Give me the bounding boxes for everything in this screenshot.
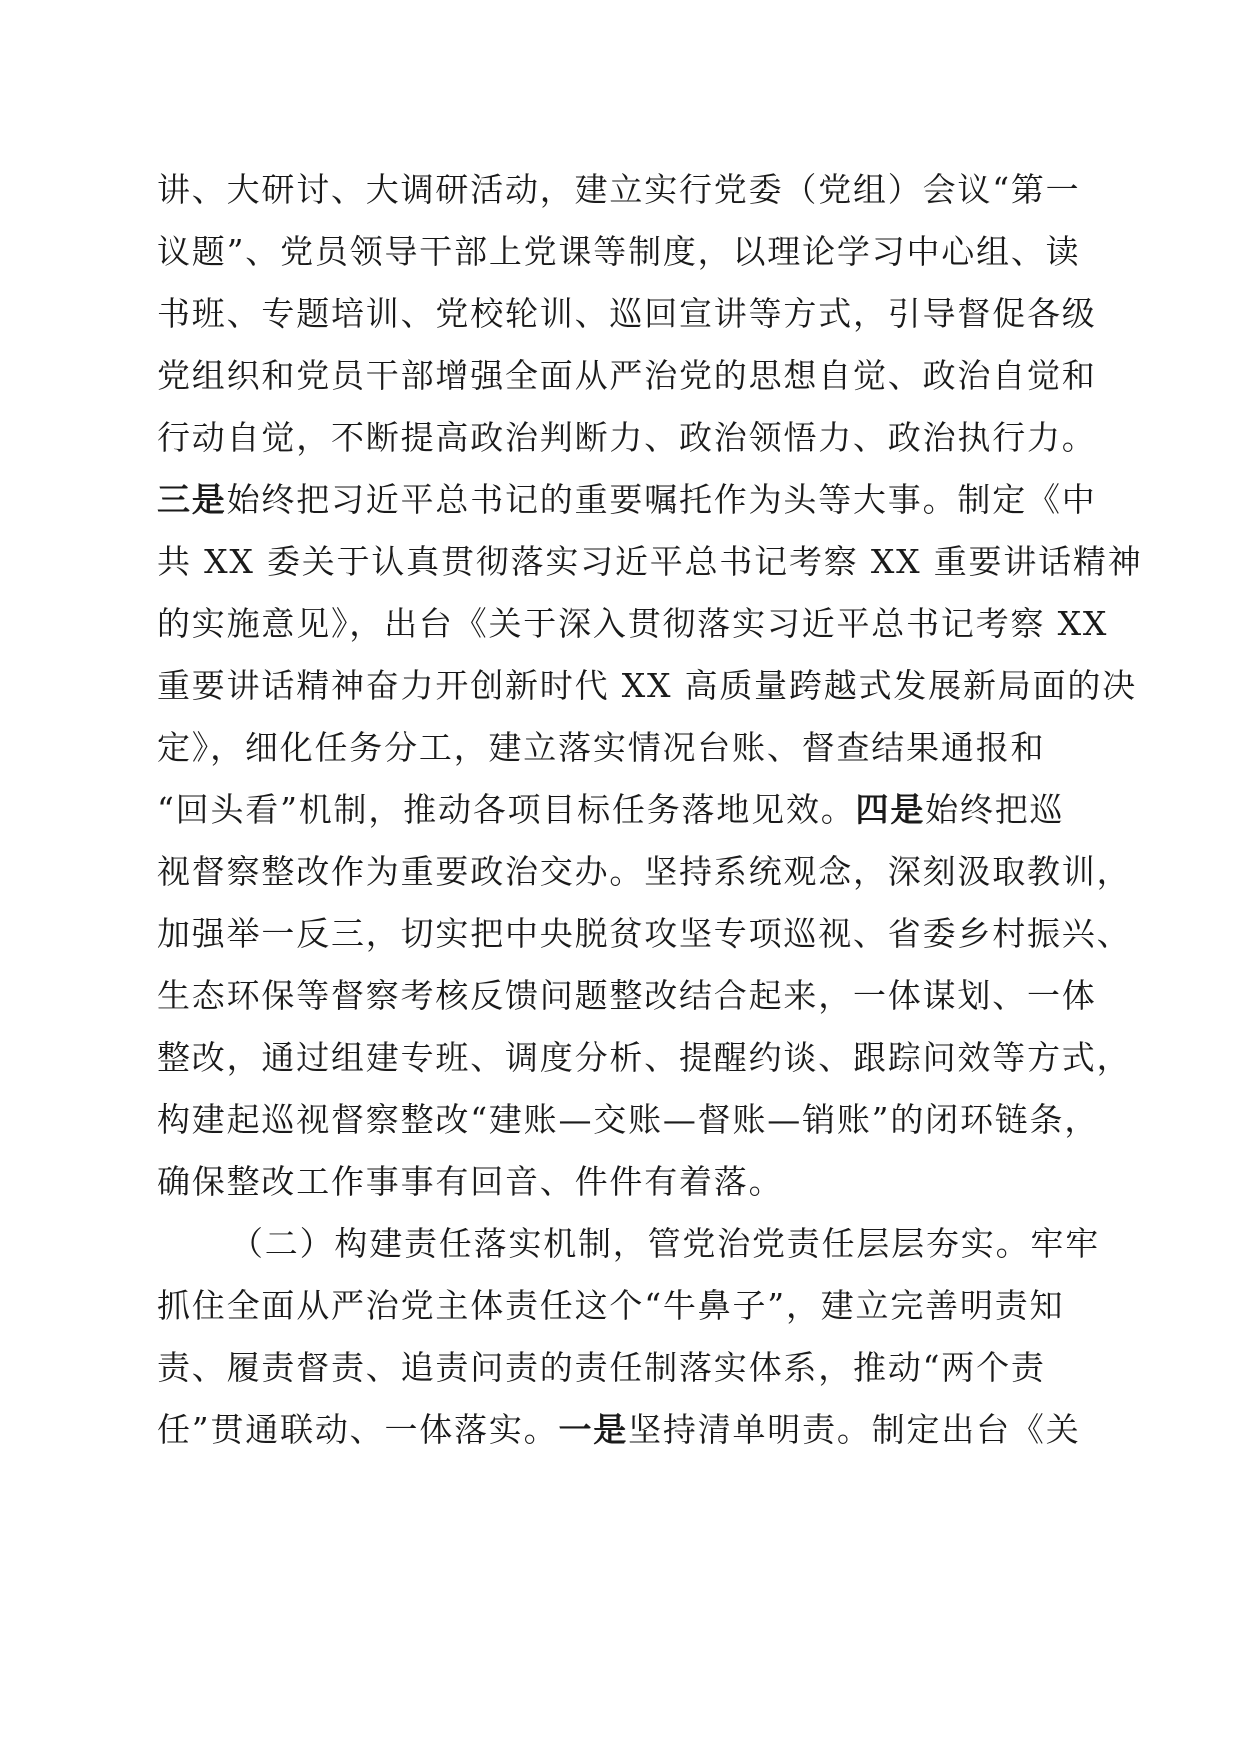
body-text: 始终把巡 [925,790,1065,829]
body-text-line: 确保整改工作事事有回音、件件有着落。 [157,1162,784,1201]
body-text-line: 书班、专题培训、党校轮训、巡回宣讲等方式，引导督促各级 [157,294,1097,333]
body-text-line: 视督察整改作为重要政治交办。坚持系统观念，深刻汲取教训， [157,852,1132,891]
body-text-line: 责、履责督责、追责问责的责任制落实体系，推动“两个责 [157,1348,1046,1387]
body-text-line: 整改，通过组建专班、调度分析、提醒约谈、跟踪问效等方式， [157,1038,1132,1077]
body-text-line: 共 XX 委关于认真贯彻落实习近平总书记考察 XX 重要讲话精神 [157,542,1143,581]
body-text-line: 议题”、党员领导干部上党课等制度，以理论学习中心组、读 [157,232,1081,271]
body-text: 坚持清单明责。制定出台《关 [628,1410,1081,1449]
body-text-line [157,790,1077,830]
body-text-line: 加强举一反三，切实把中央脱贫攻坚专项巡视、省委乡村振兴、 [157,914,1132,953]
body-text-line [157,480,1097,520]
body-text-line: 生态环保等督察考核反馈问题整改结合起来，一体谋划、一体 [157,976,1097,1015]
body-text-line: 行动自觉，不断提高政治判断力、政治领悟力、政治执行力。 [157,418,1097,457]
point-marker-three: 三是 [157,480,227,519]
body-text-line: 讲、大研讨、大调研活动，建立实行党委（党组）会议“第一 [157,170,1081,209]
body-text-line [157,1410,1081,1450]
body-text-line: 构建起巡视督察整改“建账—交账—督账—销账”的闭环链条， [157,1100,1100,1139]
body-text: 始终把习近平总书记的重要嘱托作为头等大事。制定《中 [226,480,1097,519]
point-marker-four: 四是 [855,790,926,829]
body-text-line: 抓住全面从严治党主体责任这个“牛鼻子”，建立完善明责知 [157,1286,1065,1325]
point-marker-one: 一是 [558,1410,629,1449]
body-text: “回头看”机制，推动各项目标任务落地见效。 [157,790,856,829]
body-text-line: 定》，细化任务分工，建立落实情况台账、督查结果通报和 [157,728,1046,767]
body-text-line: 的实施意见》，出台《关于深入贯彻落实习近平总书记考察 XX [157,604,1109,643]
section-heading: （二）构建责任落实机制，管党治党责任层层夯实。牢牢 [230,1224,1100,1263]
body-text-line: 党组织和党员干部增强全面从严治党的思想自觉、政治自觉和 [157,356,1097,395]
body-text: 任”贯通联动、一体落实。 [157,1410,559,1449]
body-text-line: 重要讲话精神奋力开创新时代 XX 高质量跨越式发展新局面的决 [157,666,1137,705]
